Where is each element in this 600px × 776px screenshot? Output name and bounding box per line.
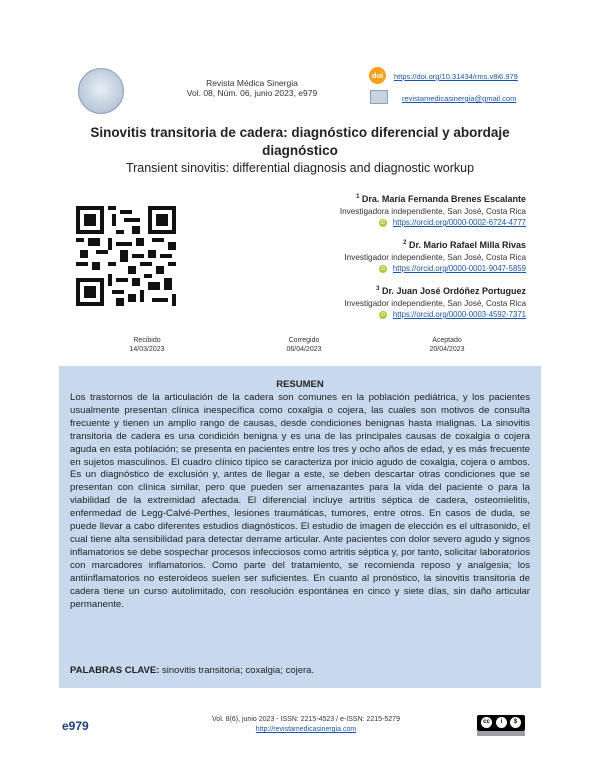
author-name: $^1$ Dra. María Fernanda Brenes Escalante [356, 194, 526, 204]
cc-icon: cc [481, 717, 492, 728]
page-id: e979 [62, 719, 89, 733]
keywords [70, 665, 314, 676]
journal-name: Revista Médica Sinergia [206, 78, 298, 88]
noncommercial-icon: $ [510, 717, 521, 728]
author-2 [344, 240, 526, 273]
cc-license-bar [477, 731, 525, 736]
footer-volume: Vol. 8(6), junio 2023 - ISSN: 2215-4523 / e-ISSN: 2215-5279 [212, 716, 400, 723]
cc-license-badge[interactable] [477, 715, 525, 731]
orcid-link[interactable]: https://orcid.org/0000-0003-4592-7371 [392, 310, 526, 319]
author-orcid-row [340, 218, 526, 227]
accepted-label: Aceptado [432, 337, 462, 344]
orcid-link[interactable]: https://orcid.org/0000-0002-6724-4777 [392, 218, 526, 227]
doi-link[interactable]: https://doi.org/10.31434/rms.v8i6.979 [394, 72, 518, 81]
author-affiliation: Investigador independiente, San José, Costa Rica [344, 253, 526, 262]
abstract-heading: RESUMEN [276, 379, 324, 390]
accepted-value: 20/04/2023 [429, 346, 465, 353]
author-name: $^2$ Dr. Mario Rafael Milla Rivas [403, 240, 526, 250]
author-affiliation: Investigador independiente, San José, Costa Rica [344, 299, 526, 308]
qr-code [76, 206, 176, 306]
email-link[interactable]: revistamedicasinergia@gmail.com [402, 94, 517, 103]
corrected-label: Corregido [288, 337, 320, 344]
journal-logo [78, 68, 124, 114]
orcid-link[interactable]: https://orcid.org/0000-0001-9047-5859 [392, 264, 526, 273]
received-label: Recibido [133, 337, 161, 344]
orcid-icon: iD [380, 311, 386, 318]
author-orcid-row [344, 264, 526, 273]
corrected-value: 06/04/2023 [286, 346, 322, 353]
footer-url[interactable]: http://revistamedicasinergia.com [255, 726, 357, 733]
author-1 [340, 194, 526, 227]
received-value: 14/03/2023 [129, 346, 165, 353]
title-spanish: Sinovitis transitoria de cadera: diagnóstico diferencial y abordaje diagnóstico [90, 125, 510, 158]
author-affiliation: Investigadora independiente, San José, Costa Rica [339, 207, 526, 216]
keywords-label: PALABRAS CLAVE: [70, 665, 160, 676]
accepted-date [407, 336, 487, 354]
attribution-icon: i [496, 717, 507, 728]
email-icon [370, 90, 388, 104]
orcid-icon: iD [380, 265, 386, 272]
author-orcid-row [344, 310, 526, 319]
received-date [107, 336, 187, 354]
author-name: $^3$ Dr. Juan José Ordóñez Portuguez [376, 286, 526, 296]
keywords-value: sinovitis transitoria; coxalgia; cojera. [162, 665, 315, 676]
doi-icon: doi [369, 67, 386, 84]
corrected-date [264, 336, 344, 354]
abstract-text: Los trastornos de la articulación de la cadera son comunes en la población pediátrica, y los pacientes usualmente presentan clínica inespecífica como coxalgia o cojera, las cuales son motivos de consulta frecuente y tienen un amplio rango de causas, desde condiciones benignas hasta malignas. La sinovitis transitoria de cadera es una condición benigna y es una de las principales causas de coxalgia o cojera aguda en esta población; se presenta en pacientes entre los tres y ocho años de edad, y es más frecuente en sujetos masculinos. El cuadro clínico típico se caracteriza por inicio agudo de coxalgia, cojera o ambos. Es un diagnóstico de exclusión y, antes de llegar a este, se deben descartar otras condiciones que se presentan con clínica similar, pero que pueden ser amenazantes para la vida del paciente o para la viabilidad de la extremidad afectada. El diferencial incluye artritis séptica de cadera, osteomielitis, enfermedad de Legg-Calvé-Perthes, lesiones traumáticas, tumores, entre otros. En casos de duda, se puede llevar a cabo diferentes estudios diagnósticos. El estudio de imagen de elección es el ultrasonido, el cual tiene alta sensibilidad para detectar derrame articular. Ante pacientes con dolor severo agudo y signos inflamatorios se debe sospechar procesos infecciosos como artritis séptica y, por tanto, solicitar laboratorios con marcadores inflamatorios. Como parte del tratamiento, se recomienda reposo y analgesia; los antiinflamatorios no esteroideos suelen ser suficientes. En cuanto al pronóstico, la sinovitis transitoria de cadera tiene un curso autolimitado, con resolución espontánea en cinco y siete días, sin daño articular permanente. [70, 392, 530, 610]
author-3 [344, 286, 526, 319]
orcid-icon: iD [380, 219, 386, 226]
title-english: Transient sinovitis: differential diagnosis and diagnostic workup [125, 161, 475, 175]
journal-issue: Vol. 08, Núm. 06, junio 2023, e979 [186, 88, 318, 98]
